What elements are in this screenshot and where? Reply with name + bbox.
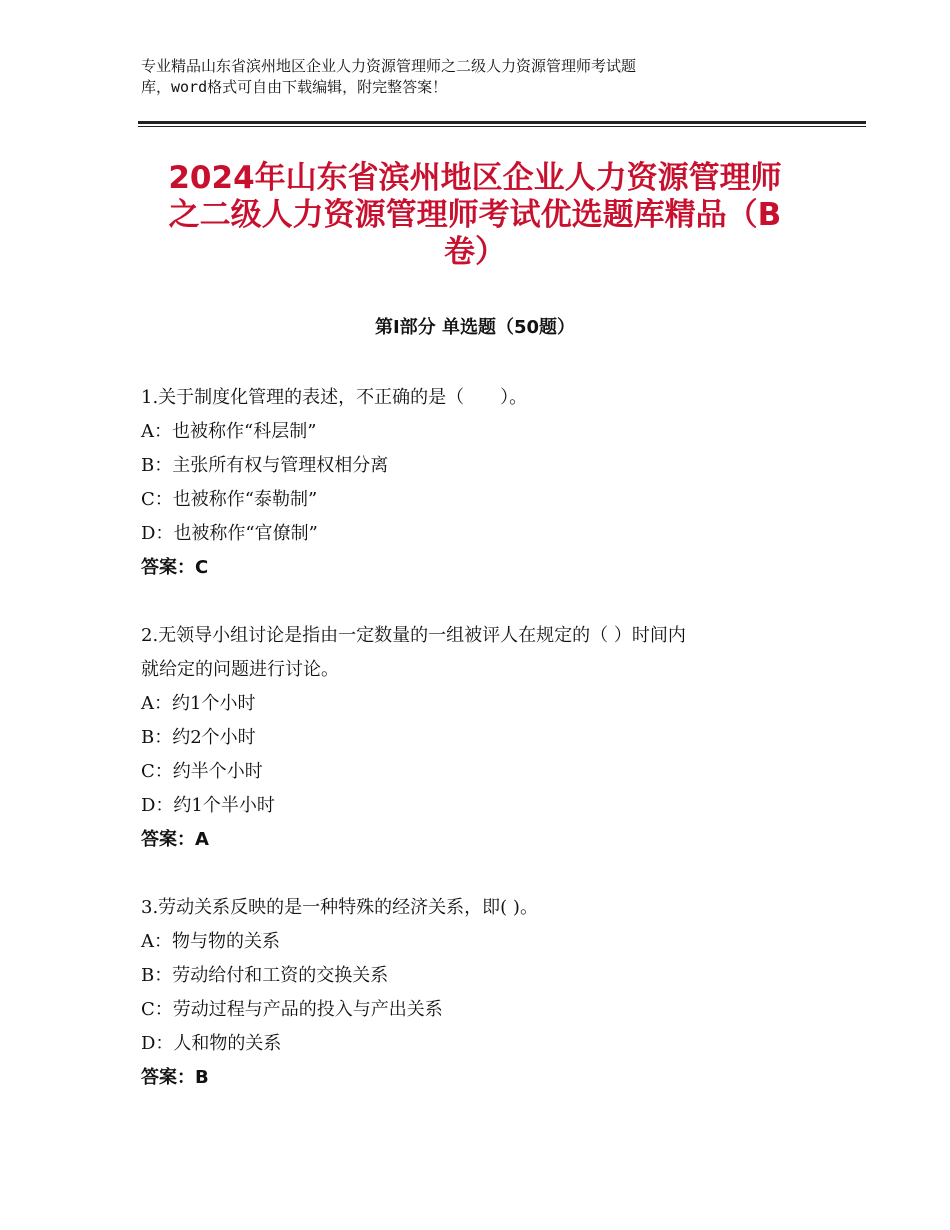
option-a: A：也被称作“科层制” <box>141 421 317 442</box>
question-stem: 2.无领导小组讨论是指由一定数量的一组被评人在规定的（ ）时间内 <box>141 625 686 646</box>
option-c: C：也被称作“泰勒制” <box>141 489 318 510</box>
answer-label: 答案：A <box>141 829 209 850</box>
option-b: B：约2个小时 <box>141 727 256 748</box>
title-line: 2024年山东省滨州地区企业人力资源管理师 <box>168 160 782 196</box>
option-d: D：也被称作“官僚制” <box>141 523 318 544</box>
answer-label: 答案：B <box>141 1067 209 1088</box>
option-a: A：约1个小时 <box>141 693 256 714</box>
question-stem: 1.关于制度化管理的表述，不正确的是（ ）。 <box>141 387 528 408</box>
header-divider-thick <box>138 121 866 124</box>
title-line: 卷） <box>444 234 506 270</box>
option-b: B：主张所有权与管理权相分离 <box>141 455 389 476</box>
answer-label: 答案：C <box>141 557 209 578</box>
question-2 <box>141 619 821 857</box>
option-c: C：劳动过程与产品的投入与产出关系 <box>141 999 443 1020</box>
option-a: A：物与物的关系 <box>141 931 280 952</box>
option-c: C：约半个小时 <box>141 761 263 782</box>
question-stem-continued: 就给定的问题进行讨论。 <box>141 659 339 680</box>
document-title <box>120 160 830 271</box>
title-line: 之二级人力资源管理师考试优选题库精品（B <box>168 197 782 233</box>
option-d: D：约1个半小时 <box>141 795 275 816</box>
section-title: 第Ⅰ部分 单选题（50题） <box>374 317 575 338</box>
question-stem: 3.劳动关系反映的是一种特殊的经济关系，即( )。 <box>141 897 538 918</box>
header-note-line: 库，word格式可自由下载编辑，附完整答案！ <box>141 78 448 96</box>
question-list <box>141 381 821 1129</box>
option-b: B：劳动给付和工资的交换关系 <box>141 965 389 986</box>
question-1 <box>141 381 821 585</box>
header-note <box>141 56 841 98</box>
question-3 <box>141 891 821 1095</box>
header-divider-thin <box>138 126 866 127</box>
header-note-line: 专业精品山东省滨州地区企业人力资源管理师之二级人力资源管理师考试题 <box>141 57 637 75</box>
option-d: D：人和物的关系 <box>141 1033 282 1054</box>
